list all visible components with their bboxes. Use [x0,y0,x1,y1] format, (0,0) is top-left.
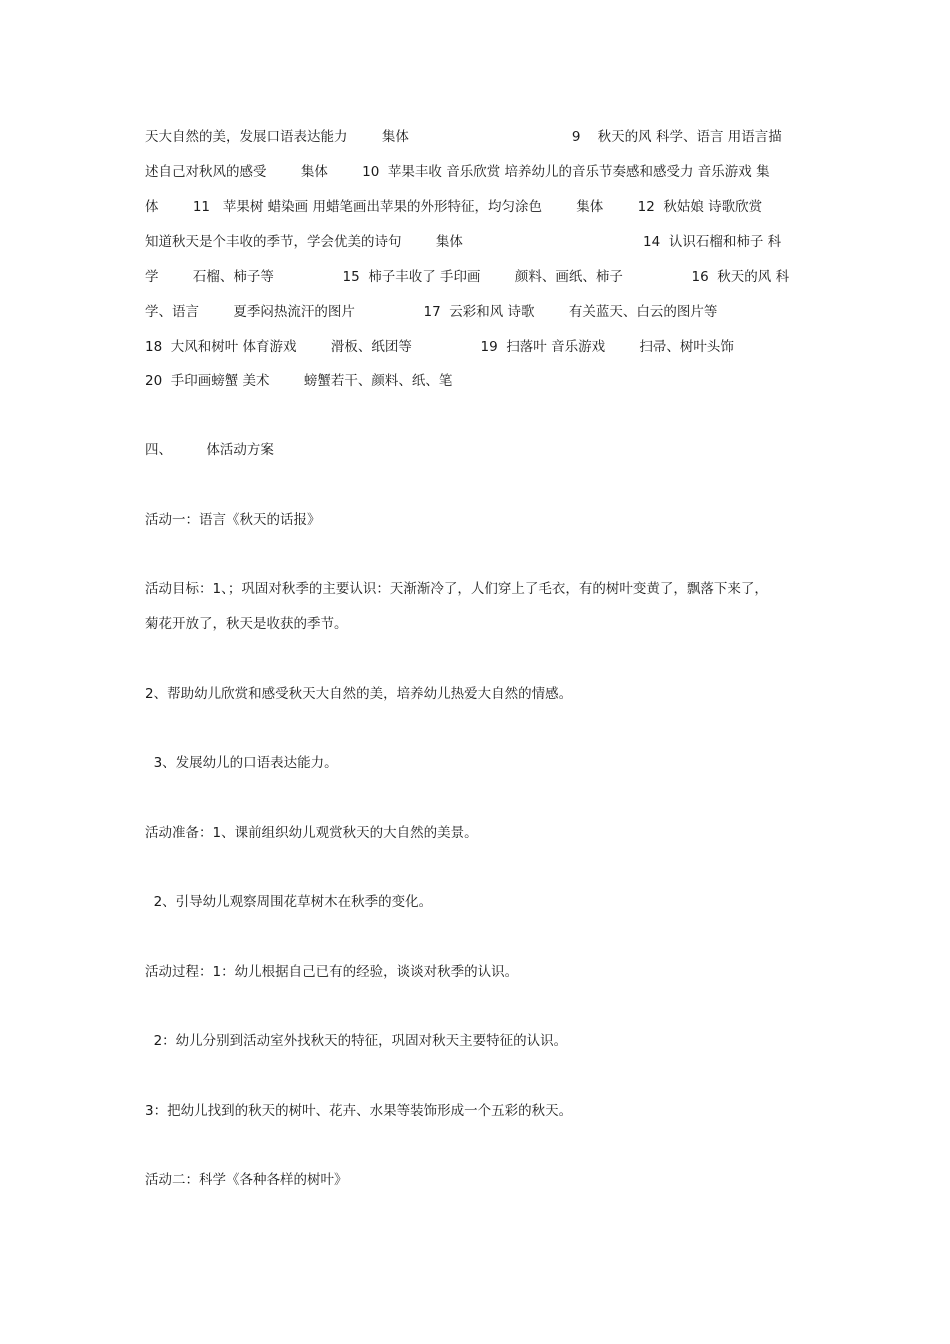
text-line: 菊花开放了，秋天是收获的季节。 [145,616,348,632]
activity-title: 活动二：科学《各种各样的树叶》 [145,1172,348,1188]
text-line: 学、语言 夏季闷热流汗的图片 17 云彩和风 诗歌 有关蓝天、白云的图片等 [145,304,718,320]
text-line: 2：幼儿分别到活动室外找秋天的特征，巩固对秋天主要特征的认识。 [145,1033,568,1049]
text-line: 体 11 苹果树 蜡染画 用蜡笔画出苹果的外形特征，均匀涂色 集体 12 秋姑娘 诗歌欣赏 [145,199,763,215]
text-line: 活动准备：1、课前组织幼儿观赏秋天的大自然的美景。 [145,825,478,841]
section-heading: 四、 体活动方案 [145,442,274,458]
text-line: 2、引导幼儿观察周围花草树木在秋季的变化。 [145,894,433,910]
text-line: 述自己对秋风的感受 集体 10 苹果丰收 音乐欣赏 培养幼儿的音乐节奏感和感受力 音乐游戏 集 [145,164,770,180]
text-line: 知道秋天是个丰收的季节，学会优美的诗句 集体 14 认识石榴和柿子 科 [145,234,782,250]
text-line: 3、发展幼儿的口语表达能力。 [145,755,338,771]
text-line: 20 手印画螃蟹 美术 螃蟹若干、颜料、纸、笔 [145,373,453,389]
text-line: 学 石榴、柿子等 15 柿子丰收了 手印画 颜料、画纸、柿子 16 秋天的风 科 [145,269,790,285]
text-line: 活动过程：1：幼儿根据自己已有的经验，谈谈对秋季的认识。 [145,964,519,980]
text-line: 天大自然的美，发展口语表达能力 集体 9 秋天的风 科学、语言 用语言描 [145,129,782,145]
text-line: 3：把幼儿找到的秋天的树叶、花卉、水果等装饰形成一个五彩的秋天。 [145,1103,573,1119]
text-line: 2、帮助幼儿欣赏和感受秋天大自然的美，培养幼儿热爱大自然的情感。 [145,686,573,702]
text-line: 18 大风和树叶 体育游戏 滑板、纸团等 19 扫落叶 音乐游戏 扫帚、树叶头饰 [145,339,734,355]
activity-title: 活动一：语言《秋天的话报》 [145,512,321,528]
text-line: 活动目标：1、；巩固对秋季的主要认识：天渐渐冷了，人们穿上了毛衣，有的树叶变黄了，飘落下来了， [145,581,768,597]
